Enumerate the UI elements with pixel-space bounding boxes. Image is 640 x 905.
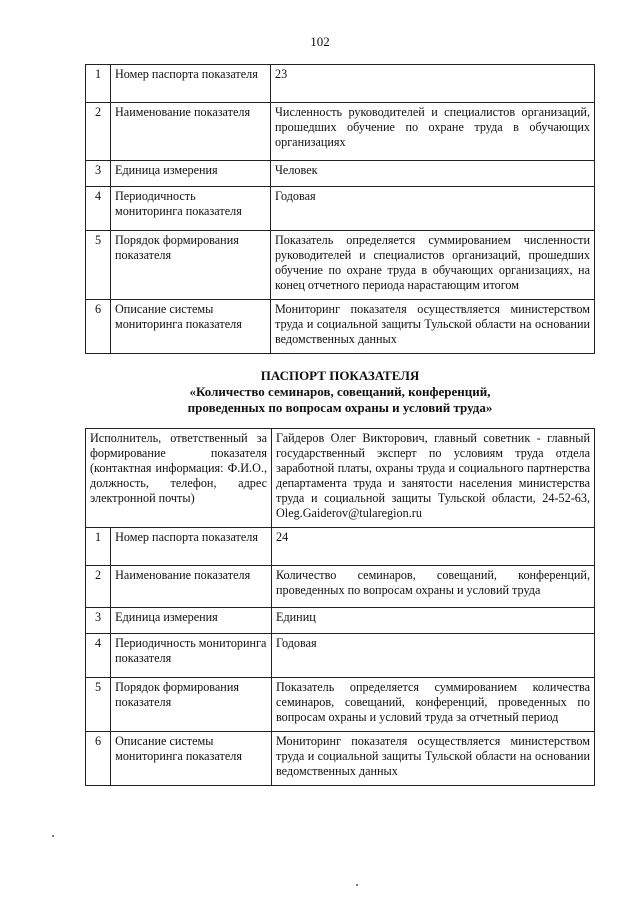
scan-speck <box>356 884 358 886</box>
heading-subtitle-line2: проведенных по вопросам охраны и условий труда» <box>187 400 493 415</box>
table-row <box>86 634 595 678</box>
table-row <box>86 566 595 608</box>
table-row <box>86 187 595 231</box>
row-number: 4 <box>86 187 111 231</box>
heading-subtitle-line1: «Количество семинаров, совещаний, конференций, <box>189 384 491 399</box>
row-value: Единиц <box>272 608 595 634</box>
table-row <box>86 231 595 300</box>
row-label: Единица измерения <box>111 161 271 187</box>
table-row <box>86 678 595 732</box>
row-value: Показатель определяется суммированием численности руководителей и специалистов организаций, прошедших обучение по охране труда в обучающих организациях, на конец отчетного периода нарастающим итогом <box>271 231 595 300</box>
table-row <box>86 65 595 103</box>
row-number: 4 <box>86 634 111 678</box>
table-row <box>86 300 595 354</box>
table-row <box>86 103 595 161</box>
row-value: Человек <box>271 161 595 187</box>
row-value: 23 <box>271 65 595 103</box>
executor-label: Исполнитель, ответственный за формирование показателя (контактная информация: Ф.И.О., должность, телефон, адрес электронной почты) <box>86 429 272 528</box>
row-label: Наименование показателя <box>111 103 271 161</box>
row-value: Количество семинаров, совещаний, конференций, проведенных по вопросам охраны и условий труда <box>272 566 595 608</box>
row-label: Описание системы мониторинга показателя <box>111 732 272 786</box>
row-label: Единица измерения <box>111 608 272 634</box>
row-label: Номер паспорта показателя <box>111 528 272 566</box>
row-number: 6 <box>86 732 111 786</box>
heading-title: ПАСПОРТ ПОКАЗАТЕЛЯ <box>260 368 420 383</box>
row-number: 3 <box>86 161 111 187</box>
row-label: Порядок формирования показателя <box>111 678 272 732</box>
row-label: Номер паспорта показателя <box>111 65 271 103</box>
row-number: 2 <box>86 103 111 161</box>
page-number: 102 <box>310 34 330 49</box>
table-row <box>86 528 595 566</box>
table-row <box>86 161 595 187</box>
table-row <box>86 608 595 634</box>
row-number: 3 <box>86 608 111 634</box>
row-number: 5 <box>86 231 111 300</box>
row-label: Периодичность мониторинга показателя <box>111 187 271 231</box>
row-value: Показатель определяется суммированием количества семинаров, совещаний, конференций, проведенных по вопросам охраны и условий труда за отчетный период <box>272 678 595 732</box>
scan-speck <box>52 835 54 837</box>
row-value: Мониторинг показателя осуществляется министерством труда и социальной защиты Тульской области на основании ведомственных данных <box>272 732 595 786</box>
row-label: Наименование показателя <box>111 566 272 608</box>
row-value: Годовая <box>271 187 595 231</box>
row-label: Описание системы мониторинга показателя <box>111 300 271 354</box>
passport-table-1 <box>85 64 595 354</box>
row-value: Мониторинг показателя осуществляется министерством труда и социальной защиты Тульской области на основании ведомственных данных <box>271 300 595 354</box>
row-value: Годовая <box>272 634 595 678</box>
executor-row <box>86 429 595 528</box>
row-number: 5 <box>86 678 111 732</box>
passport-heading <box>85 368 595 416</box>
passport-table-2 <box>85 428 595 786</box>
table-row <box>86 732 595 786</box>
row-value: Численность руководителей и специалистов организаций, прошедших обучение по охране труда в обучающих организациях <box>271 103 595 161</box>
row-number: 6 <box>86 300 111 354</box>
row-number: 2 <box>86 566 111 608</box>
row-value: 24 <box>272 528 595 566</box>
row-number: 1 <box>86 528 111 566</box>
row-number: 1 <box>86 65 111 103</box>
executor-value: Гайдеров Олег Викторович, главный советник - главный государственный эксперт по условиям труда отдела заработной платы, охраны труда и социального партнерства департамента труда и занятости населения министерства труда и социальной защиты Тульской области, 24-52-63, Oleg.Gaiderov@tularegion.ru <box>272 429 595 528</box>
row-label: Периодичность мониторинга показателя <box>111 634 272 678</box>
row-label: Порядок формирования показателя <box>111 231 271 300</box>
